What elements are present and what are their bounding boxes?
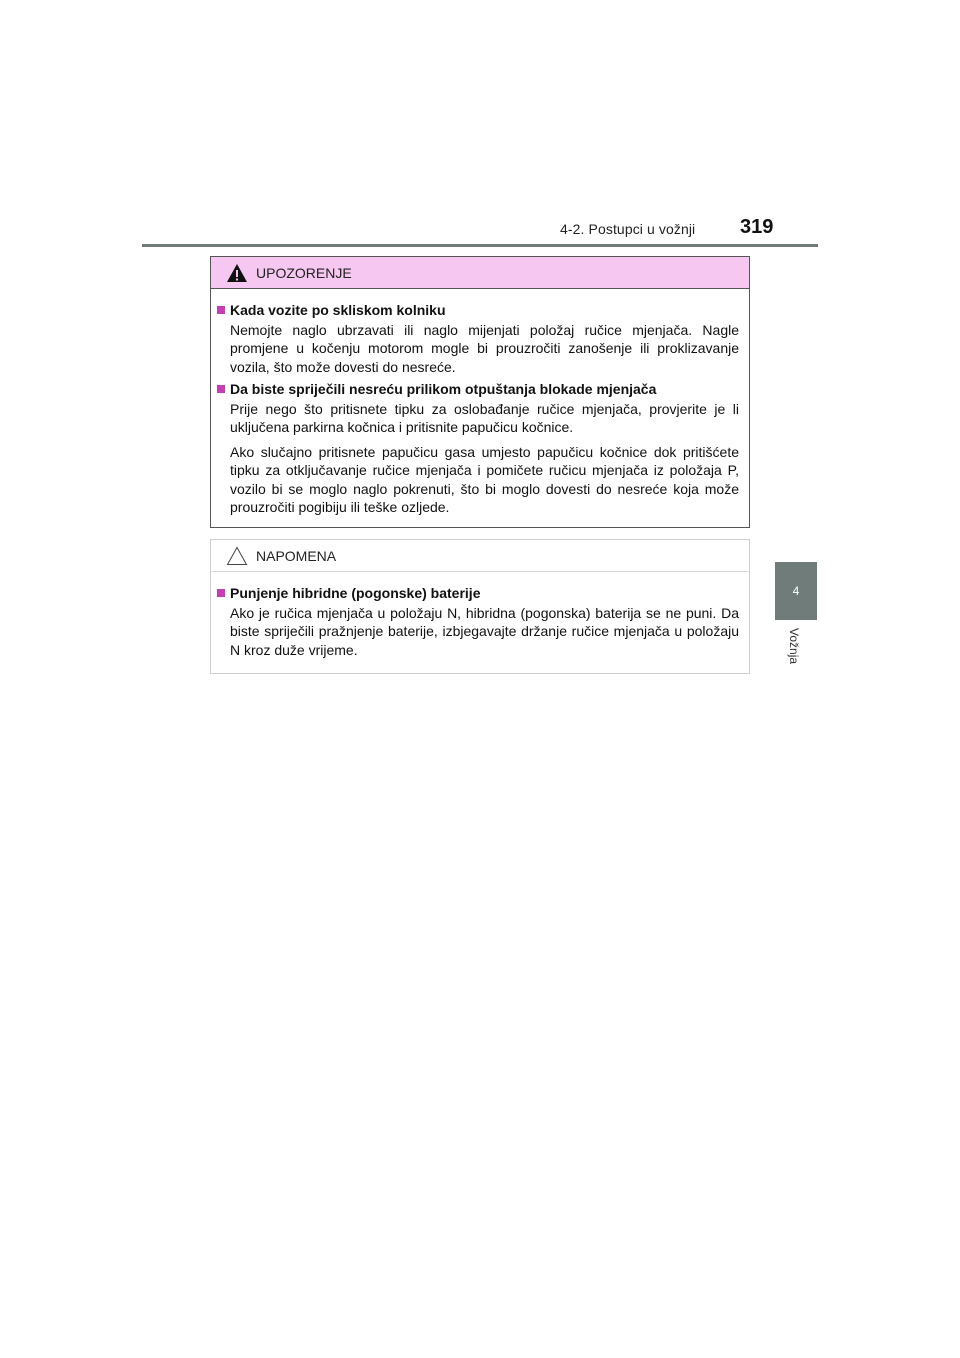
warning-item-title — [217, 380, 739, 399]
warning-triangle-icon — [226, 263, 248, 283]
notice-box — [210, 539, 750, 674]
notice-paragraph: Ako je ručica mjenjača u položaju N, hibridna (pogonska) baterija se ne puni. Da biste spriječili pražnjenje baterije, izbjegavajte držanje ručice mjenjača u položaju N kroz duže vrijeme. — [230, 604, 739, 658]
notice-body — [211, 572, 749, 659]
square-bullet-icon — [217, 385, 225, 393]
warning-item-title — [217, 301, 739, 320]
warning-heading: UPOZORENJE — [256, 264, 352, 281]
chapter-number: 4 — [792, 584, 800, 598]
chapter-label: Vožnja — [787, 628, 801, 665]
chapter-tab — [775, 562, 817, 620]
warning-item-title-text: Kada vozite po skliskom kolniku — [230, 302, 446, 318]
caution-triangle-icon — [226, 546, 248, 566]
square-bullet-icon — [217, 306, 225, 314]
section-title: 4-2. Postupci u vožnji — [560, 221, 696, 237]
warning-paragraph: Ako slučajno pritisnete papučicu gasa umjesto papučicu kočnice dok pritišćete tipku za otključavanje ručice mjenjača i pomičete ručicu mjenjača iz položaja P, vozilo bi se moglo naglo pokrenuti, što bi moglo dovesti do nesreće koja može prouzročiti pogibiju ili teške ozljede. — [230, 443, 739, 515]
warning-paragraph: Nemojte naglo ubrzavati ili naglo mijenjati položaj ručice mjenjača. Nagle promjene u kočenju motorom mogle bi prouzročiti zanošenje ili proklizavanje vozila, što može dovesti do nesreće. — [230, 321, 739, 375]
notice-item-title — [217, 584, 739, 603]
notice-item — [217, 584, 739, 659]
warning-item — [217, 301, 739, 376]
notice-item-title-text: Punjenje hibridne (pogonske) baterije — [230, 585, 481, 601]
warning-paragraph: Prije nego što pritisnete tipku za oslobađanje ručice mjenjača, provjerite je li uključena parkirna kočnica i pritisnite papučicu kočnice. — [230, 400, 739, 435]
warning-item — [217, 380, 739, 517]
warning-box — [210, 256, 750, 528]
square-bullet-icon — [217, 589, 225, 597]
warning-item-title-text: Da biste spriječili nesreću prilikom otpuštanja blokade mjenjača — [230, 381, 657, 397]
warning-header — [211, 257, 749, 289]
page-number: 319 — [740, 216, 774, 238]
notice-header — [211, 540, 749, 572]
warning-body — [211, 289, 749, 517]
notice-heading: NAPOMENA — [256, 547, 337, 564]
header-rule — [142, 244, 818, 247]
